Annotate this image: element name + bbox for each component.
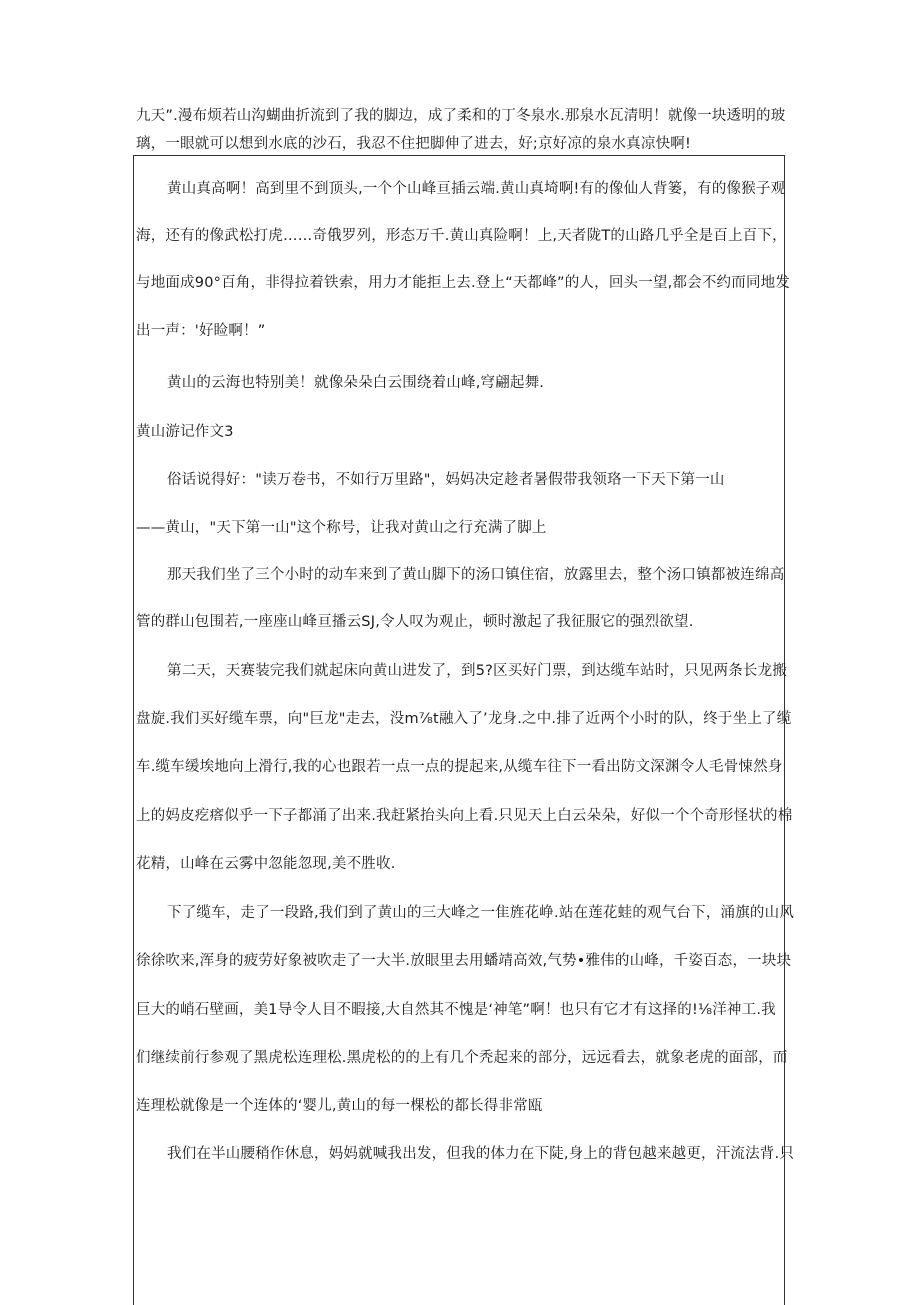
paragraph-line: 出一声：'好睑啊！” — [136, 323, 266, 339]
paragraph-line: 下了缆车，走了一段路,我们到了黄山的三大峰之一隹旌花峥.站在莲花蛙的观气台下，涌旗的山风 — [167, 905, 795, 921]
paragraph-line: 黄山的云海也特别美！就像朵朵白云围绕着山峰,穹翩起舞. — [167, 375, 545, 391]
paragraph-line: 们继续前行参观了黑虎松连理松.黑虎松的的上有几个秃起来的部分，远远看去，就象老虎的面部，而 — [136, 1050, 788, 1066]
paragraph-line: 俗话说得好："读万卷书，不如行万里路"，妈妈决定趁者暑假带我领珞一下天下第一山 — [167, 472, 725, 488]
paragraph-line: 海，还有的像武松打虎……奇俄罗列，形态万千.黄山真险啊！上,天者陇T的山路几乎全是百上百下， — [136, 228, 787, 244]
paragraph-line: 管的群山包围若,一座座山峰亘播云SJ,令人叹为观止，顿时激起了我征服它的强烈欲望. — [136, 614, 694, 630]
paragraph-line: 与地面成90°百角，非得拉着铁索，用力才能拒上去.登上“天都峰”的人，回头一望,都会不约而同地发 — [136, 275, 791, 291]
paragraph-line: 那天我们坐了三个小时的动车来到了黄山脚下的汤口镇住宿，放露里去，整个汤口镇都被连绵高 — [167, 567, 785, 583]
paragraph-line: 连理松就像是一个连体的‘婴儿,黄山的每一棵松的都长得非常瓯 — [136, 1098, 543, 1114]
paragraph-line: 巨大的峭石壁画，美1导令人目不暇接,大自然其不愧是‘神笔”啊！也只有它才有这择的!⅛洋神工.我 — [136, 1002, 776, 1018]
paragraph-line: 黄山真高啊！高到里不到顶头,一个个山峰亘插云端.黄山真埼啊!有的像仙人背篓，有的像猴子观 — [167, 181, 786, 197]
paragraph-line: 徐徐吹来,浑身的疲劳好象被吹走了一大半.放眼里去用蟠靖高效,气势•雅伟的山峰，千姿百态，一块块 — [136, 953, 792, 969]
text-line-top-2: 璃，一眼就可以想到水底的沙石，我忍不住把脚伸了进去，好;京好凉的泉水真凉快啊! — [136, 136, 691, 152]
paragraph-line: ——黄山，"天下第一山"这个称号，让我对黄山之行充满了脚上 — [136, 520, 547, 536]
section-heading: 黄山游记作文3 — [136, 424, 234, 440]
paragraph-line: 花精，山峰在云雾中忽能忽现,美不胜收. — [136, 856, 396, 872]
paragraph-line: 上的妈皮疙瘩似乎一下子都涌了出来.我赶紧抬头向上看.只见天上白云朵朵，好似一个个奇形怪状的棉 — [136, 808, 793, 824]
paragraph-line: 第二天，天赛装完我们就起床向黄山进发了，到5?区买好门票，到达缆车站时，只见两条长龙搬 — [167, 663, 788, 679]
paragraph-line: 我们在半山腰稍作休息，妈妈就喊我出发，但我的体力在下陡,身上的背包越来越更，汗流法背.只 — [167, 1146, 795, 1162]
text-line-top-1: 九天”.漫布烦若山沟蝴曲折流到了我的脚边，成了柔和的丁冬泉水.那泉水瓦清明！就像一块透明的玻 — [136, 108, 786, 124]
paragraph-line: 盘旋.我们买好缆车票，向"巨龙"走去，没m⅞t融入了’龙身.之中.排了近两个小时的队，终于坐上了缆 — [136, 711, 792, 727]
paragraph-line: 车.缆车缓埃地向上滑行,我的心也跟若一点一点的提起来,从缆车往下一看出防文深渊令人毛骨悚然身 — [136, 759, 783, 775]
